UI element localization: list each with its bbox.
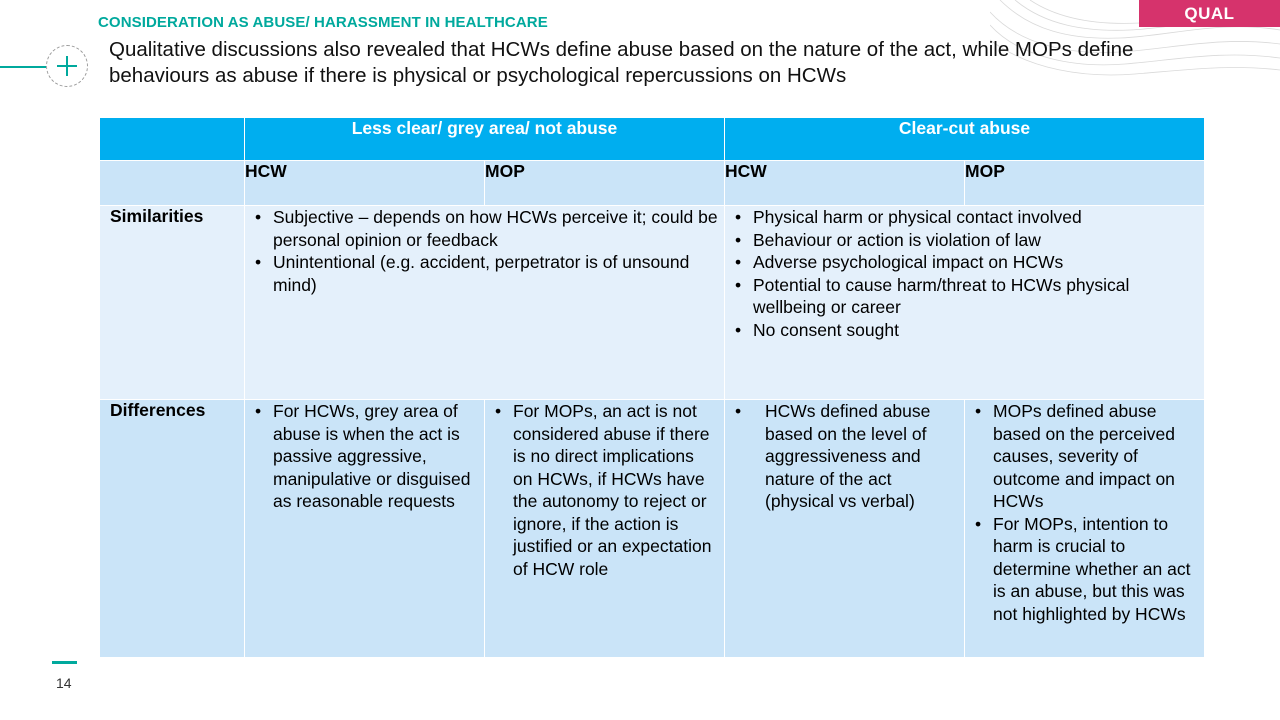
list-item: • Potential to cause harm/threat to HCWs physical wellbeing or career <box>735 274 1198 319</box>
group-header-clear-cut: Clear-cut abuse <box>725 118 1205 161</box>
list-item: • MOPs defined abuse based on the perceived causes, severity of outcome and impact on HCWs <box>975 400 1198 513</box>
differences-grey-hcw-cell <box>245 400 485 658</box>
list-item: • Behaviour or action is violation of law <box>735 229 1198 252</box>
list-item: • For HCWs, grey area of abuse is when the act is passive aggressive, manipulative or disguised as reasonable requests <box>255 400 478 513</box>
differences-clear-mop-cell <box>965 400 1205 658</box>
headline: Qualitative discussions also revealed that HCWs define abuse based on the nature of the act, while MOPs define behaviours as abuse if there is physical or psychological repercussions on HCWs <box>109 38 1134 87</box>
list-item: • Physical harm or physical contact involved <box>735 206 1198 229</box>
sub-header-clear-mop: MOP <box>965 161 1205 206</box>
list-item: • HCWs defined abuse based on the level of aggressiveness and nature of the act (physical vs verbal) <box>735 400 958 513</box>
row-label-similarities: Similarities <box>100 206 245 400</box>
list-item: • No consent sought <box>735 319 1198 342</box>
sub-header-corner <box>100 161 245 206</box>
sub-header-row <box>100 161 1205 206</box>
list-item: • For MOPs, intention to harm is crucial to determine whether an act is an abuse, but this was not highlighted by HCWs <box>975 513 1198 626</box>
list-item: • For MOPs, an act is not considered abuse if there is no direct implications on HCWs, if HCWs have the autonomy to reject or ignore, if the action is justified or an expectation of HCW role <box>495 400 718 580</box>
sub-header-grey-mop: MOP <box>485 161 725 206</box>
group-header-row <box>100 118 1205 161</box>
differences-grey-mop-cell <box>485 400 725 658</box>
section-title: CONSIDERATION AS ABUSE/ HARASSMENT IN HEALTHCARE <box>98 14 548 31</box>
sub-header-grey-hcw: HCW <box>245 161 485 206</box>
similarities-row <box>100 206 1205 400</box>
list-item: • Subjective – depends on how HCWs perceive it; could be personal opinion or feedback <box>255 206 718 251</box>
differences-row <box>100 400 1205 658</box>
comparison-table <box>99 117 1205 658</box>
list-item: • Adverse psychological impact on HCWs <box>735 251 1198 274</box>
qual-tag: QUAL <box>1139 0 1280 27</box>
page-marker <box>52 661 77 664</box>
plus-circle-icon <box>46 45 88 87</box>
list-item: • Unintentional (e.g. accident, perpetrator is of unsound mind) <box>255 251 718 296</box>
accent-line <box>0 66 46 68</box>
similarities-clear-cut-cell <box>725 206 1205 400</box>
corner-cell <box>100 118 245 161</box>
similarities-grey-area-cell <box>245 206 725 400</box>
page-number: 14 <box>56 675 72 691</box>
group-header-grey-area: Less clear/ grey area/ not abuse <box>245 118 725 161</box>
row-label-differences: Differences <box>100 400 245 658</box>
differences-clear-hcw-cell <box>725 400 965 658</box>
sub-header-clear-hcw: HCW <box>725 161 965 206</box>
